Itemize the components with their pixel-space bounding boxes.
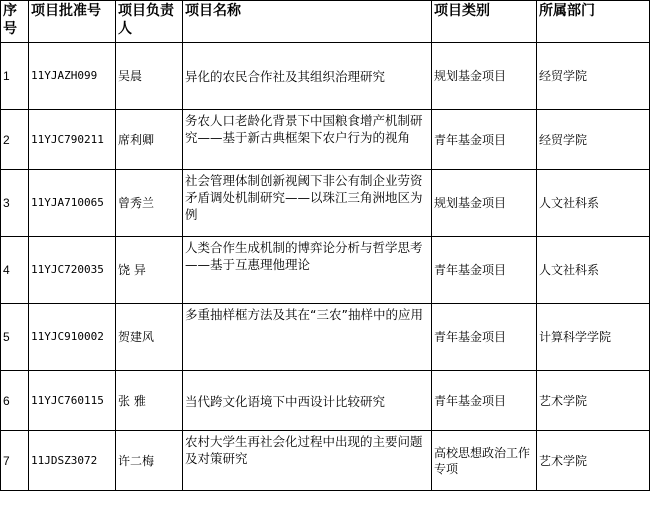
cell-seq: 5 <box>1 304 29 371</box>
cell-approval-number: 11YJA710065 <box>29 170 116 237</box>
cell-project-name: 多重抽样框方法及其在“三农”抽样中的应用 <box>183 304 432 371</box>
header-leader: 项目负责人 <box>116 1 183 43</box>
table-row <box>1 237 650 304</box>
cell-category: 高校思想政治工作专项 <box>432 431 537 491</box>
table-row <box>1 431 650 491</box>
cell-project-name: 务农人口老龄化背景下中国粮食增产机制研究——基于新古典框架下农户行为的视角 <box>183 110 432 170</box>
cell-category: 青年基金项目 <box>432 304 537 371</box>
cell-project-name: 人类合作生成机制的博弈论分析与哲学思考——基于互惠理他理论 <box>183 237 432 304</box>
cell-category: 规划基金项目 <box>432 170 537 237</box>
cell-leader: 饶 异 <box>116 237 183 304</box>
cell-department: 经贸学院 <box>537 110 650 170</box>
cell-seq: 4 <box>1 237 29 304</box>
cell-department: 经贸学院 <box>537 43 650 110</box>
cell-department: 艺术学院 <box>537 431 650 491</box>
table-row <box>1 371 650 431</box>
table-row <box>1 304 650 371</box>
cell-seq: 2 <box>1 110 29 170</box>
cell-category: 规划基金项目 <box>432 43 537 110</box>
cell-leader: 曾秀兰 <box>116 170 183 237</box>
table-row <box>1 43 650 110</box>
header-seq: 序号 <box>1 1 29 43</box>
table-row <box>1 110 650 170</box>
cell-leader: 张 雅 <box>116 371 183 431</box>
cell-approval-number: 11YJC910002 <box>29 304 116 371</box>
cell-seq: 7 <box>1 431 29 491</box>
cell-approval-number: 11YJC760115 <box>29 371 116 431</box>
cell-leader: 许二梅 <box>116 431 183 491</box>
cell-approval-number: 11YJC790211 <box>29 110 116 170</box>
cell-category: 青年基金项目 <box>432 371 537 431</box>
cell-project-name: 农村大学生再社会化过程中出现的主要问题及对策研究 <box>183 431 432 491</box>
header-row <box>1 1 650 43</box>
table-row <box>1 170 650 237</box>
header-project-name: 项目名称 <box>183 1 432 43</box>
cell-category: 青年基金项目 <box>432 237 537 304</box>
cell-project-name: 当代跨文化语境下中西设计比较研究 <box>183 371 432 431</box>
cell-seq: 1 <box>1 43 29 110</box>
cell-project-name: 异化的农民合作社及其组织治理研究 <box>183 43 432 110</box>
header-category: 项目类别 <box>432 1 537 43</box>
cell-leader: 贺建风 <box>116 304 183 371</box>
cell-approval-number: 11JDSZ3072 <box>29 431 116 491</box>
cell-seq: 3 <box>1 170 29 237</box>
cell-seq: 6 <box>1 371 29 431</box>
cell-category: 青年基金项目 <box>432 110 537 170</box>
cell-project-name: 社会管理体制创新视阈下非公有制企业劳资矛盾调处机制研究——以珠江三角洲地区为例 <box>183 170 432 237</box>
cell-leader: 吴晨 <box>116 43 183 110</box>
cell-approval-number: 11YJAZH099 <box>29 43 116 110</box>
cell-department: 人文社科系 <box>537 170 650 237</box>
header-department: 所属部门 <box>537 1 650 43</box>
cell-approval-number: 11YJC720035 <box>29 237 116 304</box>
cell-department: 计算科学学院 <box>537 304 650 371</box>
header-approval-number: 项目批准号 <box>29 1 116 43</box>
cell-leader: 席利卿 <box>116 110 183 170</box>
cell-department: 艺术学院 <box>537 371 650 431</box>
cell-department: 人文社科系 <box>537 237 650 304</box>
